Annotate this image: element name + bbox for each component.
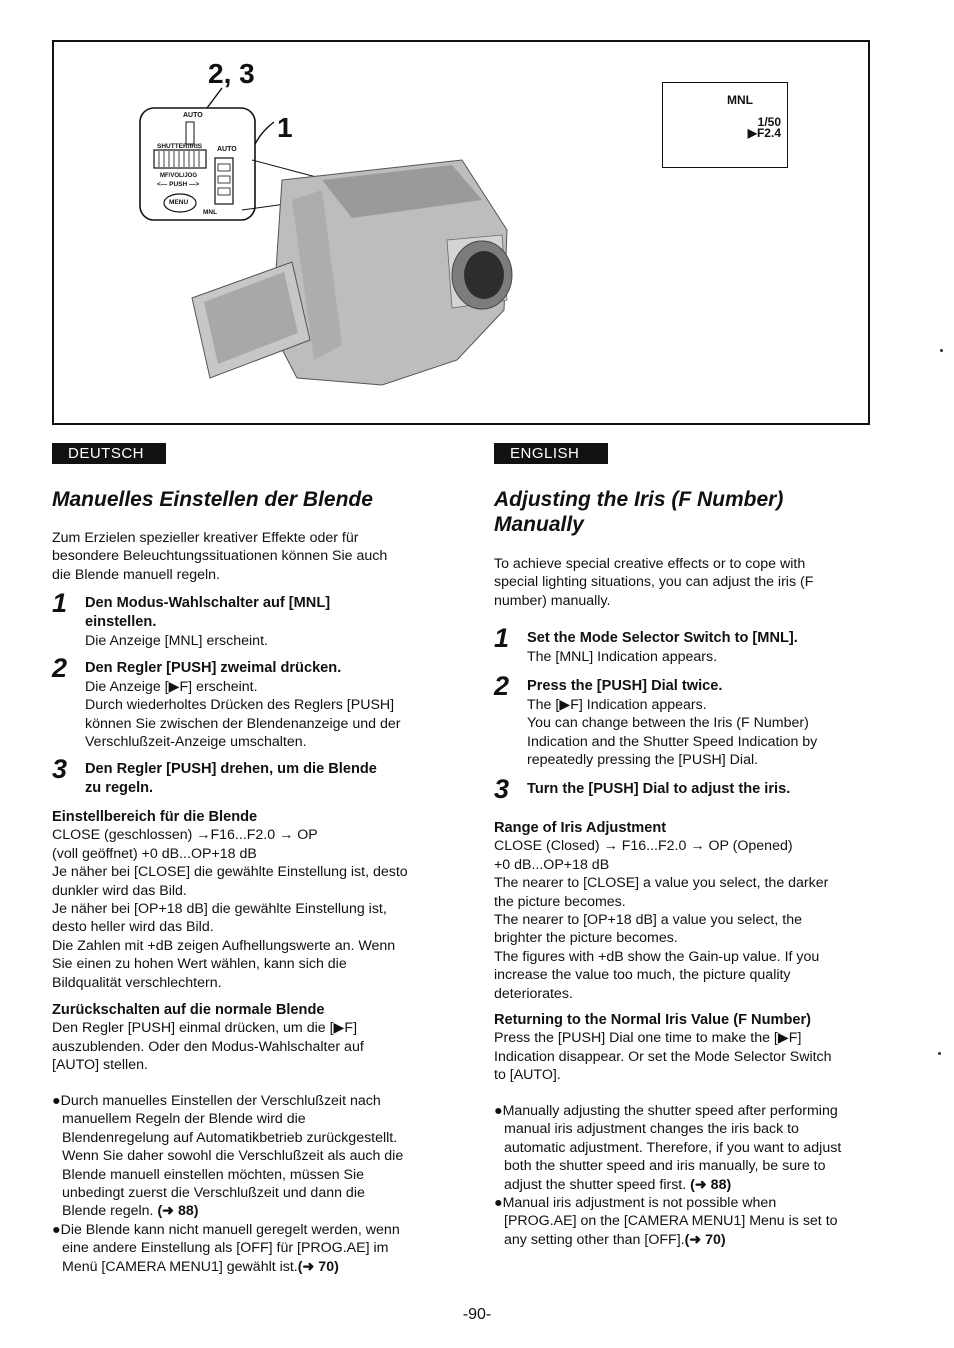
scan-dot	[940, 349, 943, 352]
deutsch-intro	[52, 529, 437, 584]
note-line: Blendenregelung auf Automatikbetrieb zurückgestellt.	[62, 1129, 398, 1146]
step-body-line: Indication and the Shutter Speed Indication by	[527, 733, 818, 750]
deutsch-title: Manuelles Einstellen der Blende	[52, 488, 373, 511]
step-number: 2	[52, 653, 68, 683]
note-line: unbedingt zuerst die Verschlußzeit und dann die	[62, 1185, 365, 1202]
note-line: Wenn Sie daher sowohl die Verschlußzeit als auch die	[62, 1148, 404, 1165]
english-tab	[494, 443, 608, 464]
step-heading-line: zu regeln.	[85, 780, 154, 796]
note-line	[52, 1202, 437, 1220]
step-heading-line: einstellen.	[85, 614, 157, 630]
switch-label-mf-vol-jog: MF/VOL/JOG	[160, 173, 198, 179]
range-line: Je näher bei [CLOSE] die gewählte Einstellung ist, desto	[52, 864, 408, 881]
step-body-line: The [MNL] Indication appears.	[527, 649, 718, 665]
page-number: -90-	[462, 1306, 492, 1323]
english-range-section	[494, 819, 879, 1003]
english-step-1	[494, 623, 879, 666]
range-line: desto heller wird das Bild.	[52, 919, 214, 936]
note-line	[494, 1176, 879, 1194]
switch-label-mnl: MNL	[203, 209, 218, 216]
range-line: CLOSE (geschlossen) →F16...F2.0 → OP	[52, 827, 318, 844]
range-line: The nearer to [OP+18 dB] a value you select, the	[494, 912, 802, 929]
note-line: [PROG.AE] on the [CAMERA MENU1] Menu is set to	[504, 1213, 838, 1230]
range-line: deteriorates.	[494, 985, 573, 1002]
step-heading	[85, 760, 437, 798]
return-line: Press the [PUSH] Dial one time to make the [▶F]	[494, 1030, 802, 1047]
push-label: PUSH	[169, 181, 188, 188]
deutsch-tab-label: DEUTSCH	[52, 443, 166, 464]
english-title-line: Manually	[494, 513, 584, 536]
deutsch-step-1	[52, 588, 437, 650]
english-intro	[494, 555, 879, 610]
deutsch-range-section	[52, 808, 437, 992]
english-return-section	[494, 1011, 879, 1085]
english-title	[494, 487, 783, 537]
return-line: Den Regler [PUSH] einmal drücken, um die [▶F]	[52, 1020, 358, 1037]
deutsch-step-3	[52, 754, 437, 798]
step-number: 1	[494, 623, 510, 653]
step-heading	[85, 659, 437, 678]
english-title-line: Adjusting the Iris (F Number)	[494, 488, 784, 511]
step-body	[85, 632, 437, 650]
english-tab-label: ENGLISH	[494, 443, 608, 464]
note-line: both the shutter speed and iris manually, be sure to	[504, 1158, 826, 1175]
display-mode: MNL	[727, 93, 753, 107]
step-body	[527, 648, 879, 666]
range-line: brighter the picture becomes.	[494, 930, 678, 947]
switch-label-auto-top: AUTO	[183, 112, 203, 119]
return-line: Indication disappear. Or set the Mode Selector Switch	[494, 1048, 832, 1065]
range-line: The nearer to [CLOSE] a value you select, the darker	[494, 875, 829, 892]
step-heading-line: Set the Mode Selector Switch to [MNL].	[527, 630, 798, 646]
return-line: auszublenden. Oder den Modus-Wahlschalter auf	[52, 1038, 364, 1055]
callout-step-1: 1	[277, 112, 293, 143]
return-title: Returning to the Normal Iris Value (F Number)	[494, 1012, 812, 1028]
note-line: Blende manuell einstellen möchten, müssen Sie	[62, 1166, 365, 1183]
english-step-2	[494, 671, 879, 770]
step-heading-line: Den Regler [PUSH] zweimal drücken.	[85, 660, 342, 676]
page-reference-70: (➜ 70)	[684, 1231, 726, 1248]
callout-steps-2-3: 2, 3	[208, 58, 255, 89]
note-line: eine andere Einstellung als [OFF] für [PROG.AE] im	[62, 1240, 389, 1257]
return-line: [AUTO] stellen.	[52, 1057, 148, 1074]
note-text: adjust the shutter speed first.	[504, 1176, 691, 1193]
range-line: Je näher bei [OP+18 dB] die gewählte Einstellung ist,	[52, 901, 387, 918]
step-body-line: können Sie zwischen der Blendenanzeige und der	[85, 715, 401, 732]
step-heading	[527, 780, 879, 799]
english-step-3	[494, 774, 879, 804]
note-line	[494, 1231, 879, 1249]
note-text: Menü [CAMERA MENU1] gewählt ist.	[62, 1258, 298, 1275]
display-iris: ▶F2.4	[747, 126, 781, 140]
range-line: The figures with +dB show the Gain-up value. If you	[494, 948, 820, 965]
note-text: any setting other than [OFF].	[504, 1231, 685, 1248]
step-heading	[527, 677, 879, 696]
step-body	[85, 678, 437, 752]
intro-line: besondere Beleuchtungssituationen können Sie auch	[52, 548, 388, 565]
step-heading-line: Press the [PUSH] Dial twice.	[527, 678, 723, 694]
range-line: dunkler wird das Bild.	[52, 882, 187, 899]
step-heading-line: Turn the [PUSH] Dial to adjust the iris.	[527, 781, 791, 797]
range-title: Range of Iris Adjustment	[494, 820, 667, 836]
step-body	[527, 696, 879, 770]
note-text: Blende regeln.	[62, 1203, 158, 1220]
intro-line: number) manually.	[494, 592, 611, 609]
switch-label-push: <— PUSH —>	[157, 181, 200, 188]
note-line: manuellem Regeln der Blende wird die	[62, 1111, 306, 1128]
range-line: the picture becomes.	[494, 893, 626, 910]
range-line: +0 dB...OP+18 dB	[494, 856, 610, 873]
step-body-line: Die Anzeige [MNL] erscheint.	[85, 633, 268, 649]
range-line: CLOSE (Closed) → F16...F2.0 → OP (Opened)	[494, 838, 793, 855]
range-line: increase the value too much, the picture quality	[494, 967, 791, 984]
step-body-line: You can change between the Iris (F Number)	[527, 715, 809, 732]
deutsch-return-section	[52, 1001, 437, 1075]
step-body-line: The [▶F] Indication appears.	[527, 697, 707, 713]
page-reference-88: (➜ 88)	[690, 1176, 732, 1193]
note-line: ●Die Blende kann nicht manuell geregelt werden, wenn	[52, 1221, 400, 1238]
return-title: Zurückschalten auf die normale Blende	[52, 1002, 325, 1018]
step-number: 2	[494, 671, 510, 701]
note-line: ●Manual iris adjustment is not possible when	[494, 1195, 777, 1212]
note-line: ●Durch manuelles Einstellen der Verschlußzeit nach	[52, 1093, 381, 1109]
step-heading	[85, 594, 437, 632]
range-line: Sie einen zu hohen Wert wählen, kann sich die	[52, 956, 347, 973]
step-body-line: Verschlußzeit-Anzeige umschalten.	[85, 734, 307, 751]
range-line: (voll geöffnet) +0 dB...OP+18 dB	[52, 845, 257, 862]
viewfinder-display	[662, 82, 788, 168]
deutsch-tab	[52, 443, 166, 464]
switch-label-auto-side: AUTO	[217, 146, 237, 153]
return-line: to [AUTO].	[494, 1067, 561, 1084]
display-shutter: 1/50	[757, 115, 781, 129]
note-line	[52, 1258, 437, 1276]
intro-line: die Blende manuell regeln.	[52, 566, 220, 583]
page-reference-70: (➜ 70)	[297, 1258, 339, 1275]
step-number: 3	[52, 754, 68, 784]
step-body-line: Durch wiederholtes Drücken des Reglers [PUSH]	[85, 697, 395, 714]
deutsch-notes	[52, 1092, 437, 1276]
intro-line: To achieve special creative effects or to cope with	[494, 556, 806, 572]
step-body-line: Die Anzeige [▶F] erscheint.	[85, 679, 258, 695]
page-reference-88: (➜ 88)	[157, 1203, 199, 1220]
scan-dot	[938, 1052, 941, 1055]
step-body-line: repeatedly pressing the [PUSH] Dial.	[527, 752, 759, 769]
step-heading-line: Den Regler [PUSH] drehen, um die Blende	[85, 761, 377, 777]
deutsch-step-2	[52, 653, 437, 752]
note-line: ●Manually adjusting the shutter speed after performing	[494, 1103, 838, 1119]
note-line: automatic adjustment. Therefore, if you want to adjust	[504, 1139, 842, 1156]
step-heading	[527, 629, 879, 648]
intro-line: Zum Erzielen spezieller kreativer Effekte oder für	[52, 530, 359, 546]
switch-label-menu: MENU	[169, 199, 189, 206]
range-title: Einstellbereich für die Blende	[52, 809, 258, 825]
note-line: manual iris adjustment changes the iris back to	[504, 1121, 799, 1138]
range-line: Die Zahlen mit +dB zeigen Aufhellungswerte an. Wenn	[52, 937, 396, 954]
english-notes	[494, 1102, 879, 1249]
switch-label-shutter-iris: SHUTTER/IRIS	[157, 143, 203, 150]
range-line: Bildqualität verschlechtern.	[52, 974, 222, 991]
intro-line: special lighting situations, you can adjust the iris (F	[494, 574, 814, 591]
step-number: 3	[494, 774, 510, 804]
step-heading-line: Den Modus-Wahlschalter auf [MNL]	[85, 595, 331, 611]
step-number: 1	[52, 588, 68, 618]
